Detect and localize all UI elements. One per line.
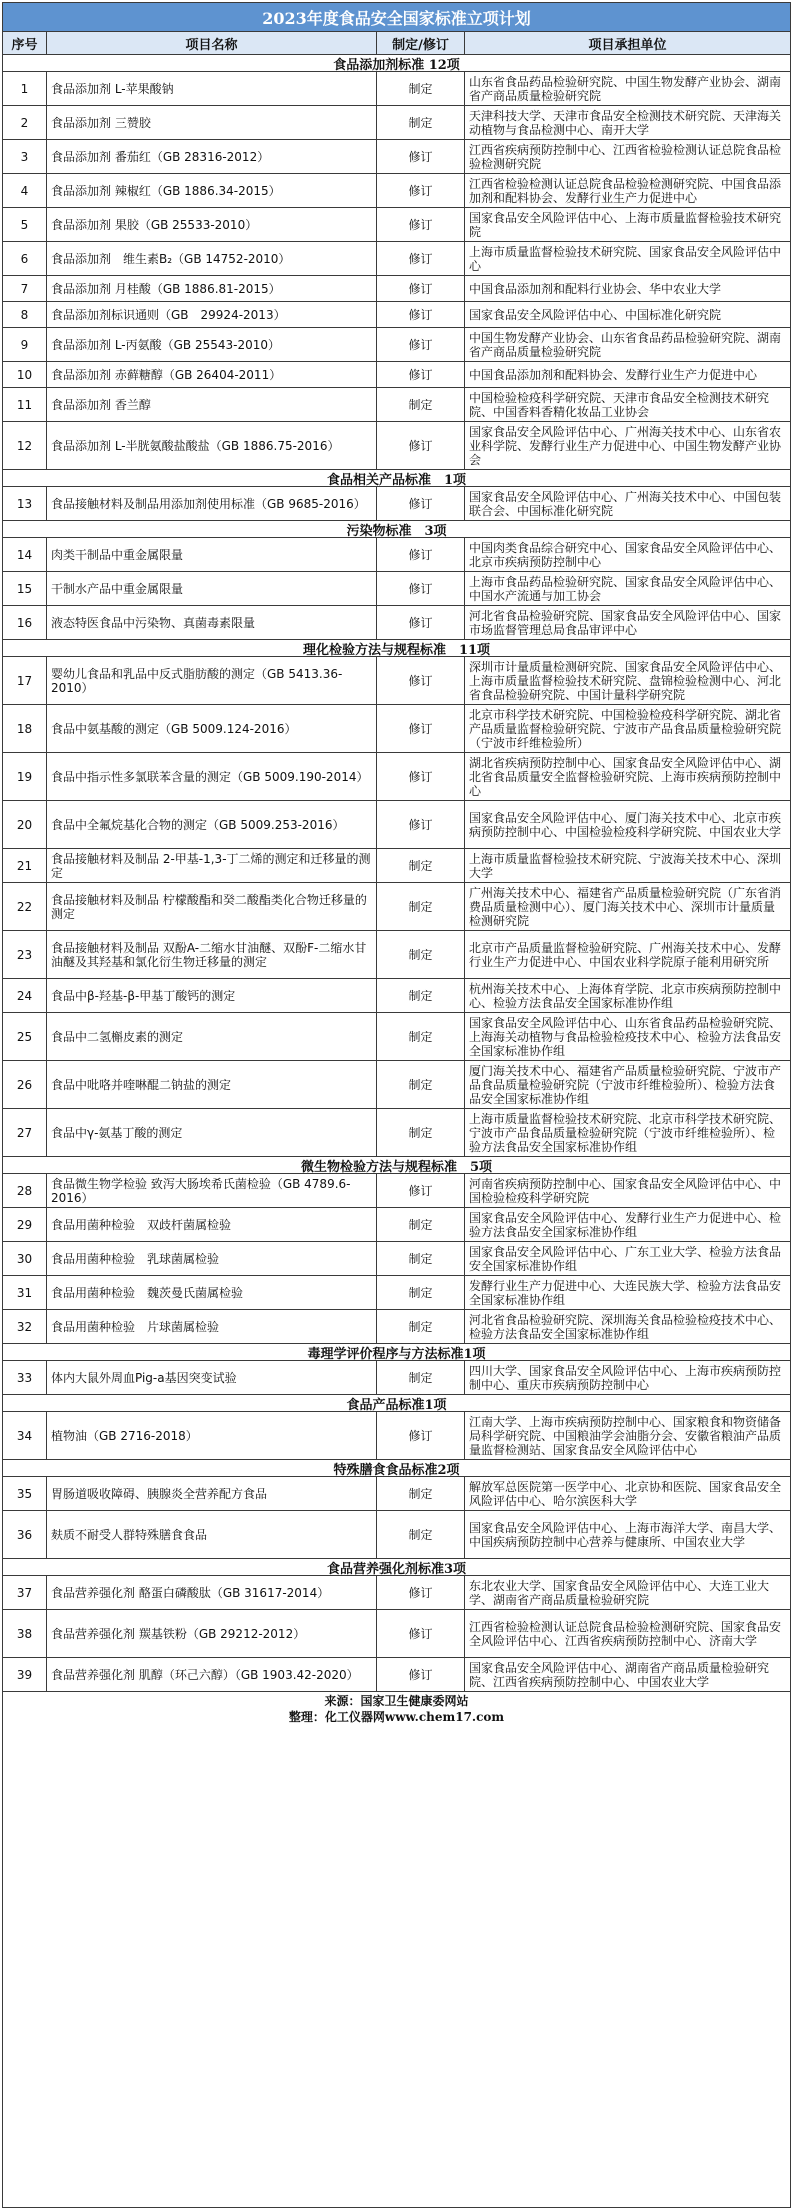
undertaking-units: 国家食品安全风险评估中心、广东工业大学、检验方法食品安全国家标准协作组 — [469, 1244, 782, 1273]
project-name: 食品添加剂 果胶（GB 25533-2010） — [47, 208, 377, 241]
row-number: 6 — [3, 242, 47, 275]
undertaking-units: 解放军总医院第一医学中心、北京协和医院、国家食品安全风险评估中心、哈尔滨医科大学 — [469, 1479, 782, 1508]
undertaking-units: 发酵行业生产力促进中心、大连民族大学、检验方法食品安全国家标准协作组 — [469, 1278, 782, 1307]
project-name: 肉类干制品中重金属限量 — [47, 538, 377, 571]
project-name: 麸质不耐受人群特殊膳食食品 — [47, 1511, 377, 1558]
undertaking-units: 北京市科学技术研究院、中国检验检疫科学研究院、湖北省产品质量监督检验研究院、宁波市产品食品质量检验研究院（宁波市纤维检验所） — [469, 707, 782, 750]
undertaking-units: 中国肉类食品综合研究中心、国家食品安全风险评估中心、北京市疾病预防控制中心 — [469, 540, 782, 569]
undertaking-units: 国家食品安全风险评估中心、上海市海洋大学、南昌大学、中国疾病预防控制中心营养与健康所、中国农业大学 — [469, 1520, 782, 1549]
project-name: 干制水产品中重金属限量 — [47, 572, 377, 605]
revision-type: 制定 — [377, 1477, 465, 1510]
revision-type: 制定 — [377, 1061, 465, 1108]
table-row — [3, 487, 790, 521]
revision-type: 修订 — [377, 174, 465, 207]
revision-type: 制定 — [377, 1511, 465, 1558]
revision-type: 修订 — [377, 1610, 465, 1657]
section-heading: 食品相关产品标准 1项 — [3, 470, 790, 487]
revision-type: 制定 — [377, 1310, 465, 1343]
project-name: 食品中γ-氨基丁酸的测定 — [47, 1109, 377, 1156]
project-name: 植物油（GB 2716-2018） — [47, 1412, 377, 1459]
undertaking-units: 上海市质量监督检验技术研究院、国家食品安全风险评估中心 — [469, 244, 782, 273]
table-row — [3, 1061, 790, 1109]
project-name: 食品营养强化剂 肌醇（环己六醇）（GB 1903.42-2020） — [47, 1658, 377, 1691]
row-number: 2 — [3, 106, 47, 139]
undertaking-units: 湖北省疾病预防控制中心、国家食品安全风险评估中心、湖北省食品质量安全监督检验研究院、上海市疾病预防控制中心 — [469, 755, 782, 798]
project-name: 食品营养强化剂 酪蛋白磷酸肽（GB 31617-2014） — [47, 1576, 377, 1609]
header-org: 项目承担单位 — [588, 37, 667, 53]
table-row — [3, 753, 790, 801]
project-name: 食品添加剂 L-丙氨酸（GB 25543-2010） — [47, 328, 377, 361]
row-number: 19 — [3, 753, 47, 800]
revision-type: 修订 — [377, 1658, 465, 1691]
row-number: 31 — [3, 1276, 47, 1309]
undertaking-units: 江南大学、上海市疾病预防控制中心、国家粮食和物资储备局科学研究院、中国粮油学会油脂分会、安徽省粮油产品质量监督检测站、国家食品安全风险评估中心 — [469, 1414, 782, 1457]
section-heading: 毒理学评价程序与方法标准1项 — [3, 1344, 790, 1361]
section-heading: 食品添加剂标准 12项 — [3, 55, 790, 72]
project-name: 食品中β-羟基-β-甲基丁酸钙的测定 — [47, 979, 377, 1012]
project-name: 食品添加剂 月桂酸（GB 1886.81-2015） — [47, 276, 377, 301]
table-row — [3, 422, 790, 470]
undertaking-units: 国家食品安全风险评估中心、山东省食品药品检验研究院、上海海关动植物与食品检验检疫技术中心、检验方法食品安全国家标准协作组 — [469, 1015, 782, 1058]
row-number: 20 — [3, 801, 47, 848]
undertaking-units: 国家食品安全风险评估中心、发酵行业生产力促进中心、检验方法食品安全国家标准协作组 — [469, 1210, 782, 1239]
table-row — [3, 106, 790, 140]
project-name: 食品添加剂 L-苹果酸钠 — [47, 72, 377, 105]
project-name: 胃肠道吸收障碍、胰腺炎全营养配方食品 — [47, 1477, 377, 1510]
header-name: 项目名称 — [47, 32, 377, 54]
row-number: 4 — [3, 174, 47, 207]
project-name: 食品营养强化剂 羰基铁粉（GB 29212-2012） — [47, 1610, 377, 1657]
revision-type: 修订 — [377, 801, 465, 848]
project-name: 食品接触材料及制品用添加剂使用标准（GB 9685-2016） — [47, 487, 377, 520]
table-row — [3, 388, 790, 422]
project-name: 食品接触材料及制品 柠檬酸酯和癸二酸酯类化合物迁移量的测定 — [47, 883, 377, 930]
revision-type: 修订 — [377, 276, 465, 301]
project-name: 食品添加剂 三赞胶 — [47, 106, 377, 139]
header-no: 序号 — [3, 32, 47, 54]
revision-type: 修订 — [377, 538, 465, 571]
table-row — [3, 606, 790, 640]
row-number: 34 — [3, 1412, 47, 1459]
undertaking-units: 杭州海关技术中心、上海体育学院、北京市疾病预防控制中心、检验方法食品安全国家标准协作组 — [469, 981, 782, 1010]
table-row — [3, 1477, 790, 1511]
table-row — [3, 1208, 790, 1242]
row-number: 3 — [3, 140, 47, 173]
revision-type: 制定 — [377, 388, 465, 421]
revision-type: 制定 — [377, 931, 465, 978]
footer-source: 来源：国家卫生健康委网站 — [324, 1693, 469, 1708]
project-name: 食品中二氢槲皮素的测定 — [47, 1013, 377, 1060]
row-number: 14 — [3, 538, 47, 571]
table-row — [3, 572, 790, 606]
undertaking-units: 河南省疾病预防控制中心、国家食品安全风险评估中心、中国检验检疫科学研究院 — [469, 1176, 782, 1205]
project-name: 食品添加剂 香兰醇 — [47, 388, 377, 421]
table-row — [3, 883, 790, 931]
revision-type: 修订 — [377, 657, 465, 704]
row-number: 26 — [3, 1061, 47, 1108]
row-number: 33 — [3, 1361, 47, 1394]
undertaking-units: 北京市产品质量监督检验研究院、广州海关技术中心、发酵行业生产力促进中心、中国农业科学院原子能利用研究所 — [469, 940, 782, 969]
table-row — [3, 538, 790, 572]
table-row — [3, 362, 790, 388]
row-number: 30 — [3, 1242, 47, 1275]
revision-type: 修订 — [377, 362, 465, 387]
revision-type: 修订 — [377, 328, 465, 361]
undertaking-units: 厦门海关技术中心、福建省产品质量检验研究院、宁波市产品食品质量检验研究院（宁波市纤维检验所）、检验方法食品安全国家标准协作组 — [469, 1063, 782, 1106]
table-row — [3, 140, 790, 174]
project-name: 食品中指示性多氯联苯含量的测定（GB 5009.190-2014） — [47, 753, 377, 800]
table-row — [3, 705, 790, 753]
project-name: 食品用菌种检验 乳球菌属检验 — [47, 1242, 377, 1275]
table-row — [3, 1576, 790, 1610]
revision-type: 修订 — [377, 1174, 465, 1207]
standards-table — [2, 2, 791, 2208]
project-name: 食品添加剂 维生素B₂（GB 14752-2010） — [47, 242, 377, 275]
section-heading: 微生物检验方法与规程标准 5项 — [3, 1157, 790, 1174]
project-name: 食品接触材料及制品 双酚A-二缩水甘油醚、双酚F-二缩水甘油醚及其羟基和氯化衍生物迁移量的测定 — [47, 931, 377, 978]
row-number: 5 — [3, 208, 47, 241]
table-row — [3, 801, 790, 849]
row-number: 8 — [3, 302, 47, 327]
revision-type: 制定 — [377, 1361, 465, 1394]
undertaking-units: 国家食品安全风险评估中心、广州海关技术中心、中国包装联合会、中国标准化研究院 — [469, 489, 782, 518]
undertaking-units: 中国检验检疫科学研究院、天津市食品安全检测技术研究院、中国香料香精化妆品工业协会 — [469, 390, 770, 419]
table-row — [3, 1610, 790, 1658]
undertaking-units: 国家食品安全风险评估中心、湖南省产商品质量检验研究院、江西省疾病预防控制中心、中国农业大学 — [469, 1660, 770, 1689]
project-name: 食品接触材料及制品 2-甲基-1,3-丁二烯的测定和迁移量的测定 — [47, 849, 377, 882]
undertaking-units: 四川大学、国家食品安全风险评估中心、上海市疾病预防控制中心、重庆市疾病预防控制中心 — [469, 1363, 782, 1392]
row-number: 24 — [3, 979, 47, 1012]
section-heading: 食品产品标准1项 — [3, 1395, 790, 1412]
page-title: 2023年度食品安全国家标准立项计划 — [3, 3, 790, 32]
revision-type: 制定 — [377, 1208, 465, 1241]
header-type: 制定/修订 — [377, 32, 465, 54]
table-row — [3, 849, 790, 883]
row-number: 17 — [3, 657, 47, 704]
row-number: 29 — [3, 1208, 47, 1241]
table-row — [3, 931, 790, 979]
undertaking-units: 江西省检验检测认证总院食品检验检测研究院、中国食品添加剂和配料协会、发酵行业生产力促进中心 — [469, 176, 782, 205]
table-row — [3, 1109, 790, 1157]
undertaking-units: 山东省食品药品检验研究院、中国生物发酵产业协会、湖南省产商品质量检验研究院 — [469, 74, 782, 103]
table-row — [3, 242, 790, 276]
revision-type: 制定 — [377, 979, 465, 1012]
project-name: 食品中吡咯并喹啉醌二钠盐的测定 — [47, 1061, 377, 1108]
revision-type: 修订 — [377, 242, 465, 275]
undertaking-units: 国家食品安全风险评估中心、上海市质量监督检验技术研究院 — [469, 210, 782, 239]
project-name: 液态特医食品中污染物、真菌毒素限量 — [47, 606, 377, 639]
revision-type: 制定 — [377, 1276, 465, 1309]
row-number: 36 — [3, 1511, 47, 1558]
row-number: 22 — [3, 883, 47, 930]
undertaking-units: 上海市质量监督检验技术研究院、宁波海关技术中心、深圳大学 — [469, 851, 782, 880]
project-name: 食品添加剂 赤藓糖醇（GB 26404-2011） — [47, 362, 377, 387]
undertaking-units: 国家食品安全风险评估中心、广州海关技术中心、山东省农业科学院、发酵行业生产力促进中心、中国生物发酵产业协会 — [469, 424, 782, 467]
section-heading: 食品营养强化剂标准3项 — [3, 1559, 790, 1576]
revision-type: 修订 — [377, 487, 465, 520]
revision-type: 修订 — [377, 606, 465, 639]
section-heading: 特殊膳食食品标准2项 — [3, 1460, 790, 1477]
table-row — [3, 1174, 790, 1208]
row-number: 15 — [3, 572, 47, 605]
revision-type: 制定 — [377, 849, 465, 882]
row-number: 12 — [3, 422, 47, 469]
table-row — [3, 657, 790, 705]
project-name: 食品用菌种检验 片球菌属检验 — [47, 1310, 377, 1343]
table-row — [3, 1511, 790, 1559]
revision-type: 修订 — [377, 1412, 465, 1459]
project-name: 食品中全氟烷基化合物的测定（GB 5009.253-2016） — [47, 801, 377, 848]
table-row — [3, 328, 790, 362]
revision-type: 修订 — [377, 753, 465, 800]
row-number: 28 — [3, 1174, 47, 1207]
table-row — [3, 1361, 790, 1395]
row-number: 23 — [3, 931, 47, 978]
project-name: 食品微生物学检验 致泻大肠埃希氏菌检验（GB 4789.6-2016） — [47, 1174, 377, 1207]
project-name: 婴幼儿食品和乳品中反式脂肪酸的测定（GB 5413.36-2010） — [47, 657, 377, 704]
row-number: 18 — [3, 705, 47, 752]
revision-type: 制定 — [377, 1242, 465, 1275]
undertaking-units: 河北省食品检验研究院、国家食品安全风险评估中心、国家市场监督管理总局食品审评中心 — [469, 608, 782, 637]
row-number: 7 — [3, 276, 47, 301]
undertaking-units: 上海市食品药品检验研究院、国家食品安全风险评估中心、中国水产流通与加工协会 — [469, 574, 782, 603]
table-row — [3, 979, 790, 1013]
revision-type: 制定 — [377, 106, 465, 139]
table-row — [3, 1412, 790, 1460]
undertaking-units: 广州海关技术中心、福建省产品质量检验研究院（广东省消费品质量检测中心）、厦门海关技术中心、深圳市计量质量检测研究院 — [469, 885, 782, 928]
undertaking-units: 东北农业大学、国家食品安全风险评估中心、大连工业大学、湖南省产商品质量检验研究院 — [469, 1578, 770, 1607]
table-row — [3, 1242, 790, 1276]
undertaking-units: 江西省疾病预防控制中心、江西省检验检测认证总院食品检验检测研究院 — [469, 142, 782, 171]
row-number: 11 — [3, 388, 47, 421]
project-name: 食品中氨基酸的测定（GB 5009.124-2016） — [47, 705, 377, 752]
undertaking-units: 中国食品添加剂和配料行业协会、华中农业大学 — [469, 281, 722, 296]
row-number: 21 — [3, 849, 47, 882]
project-name: 体内大鼠外周血Pig-a基因突变试验 — [47, 1361, 377, 1394]
undertaking-units: 中国食品添加剂和配料协会、发酵行业生产力促进中心 — [469, 367, 758, 382]
revision-type: 制定 — [377, 883, 465, 930]
undertaking-units: 国家食品安全风险评估中心、中国标准化研究院 — [469, 307, 722, 322]
undertaking-units: 河北省食品检验研究院、深圳海关食品检验检疫技术中心、检验方法食品安全国家标准协作组 — [469, 1312, 782, 1341]
project-name: 食品用菌种检验 双歧杆菌属检验 — [47, 1208, 377, 1241]
table-row — [3, 1658, 790, 1692]
row-number: 39 — [3, 1658, 47, 1691]
undertaking-units: 江西省检验检测认证总院食品检验检测研究院、国家食品安全风险评估中心、江西省疾病预防控制中心、济南大学 — [469, 1619, 782, 1648]
row-number: 27 — [3, 1109, 47, 1156]
revision-type: 修订 — [377, 208, 465, 241]
project-name: 食品用菌种检验 魏茨曼氏菌属检验 — [47, 1276, 377, 1309]
section-heading: 污染物标准 3项 — [3, 521, 790, 538]
revision-type: 制定 — [377, 1109, 465, 1156]
project-name: 食品添加剂 辣椒红（GB 1886.34-2015） — [47, 174, 377, 207]
row-number: 37 — [3, 1576, 47, 1609]
project-name: 食品添加剂标识通则（GB 29924-2013） — [47, 302, 377, 327]
table-row — [3, 174, 790, 208]
revision-type: 制定 — [377, 72, 465, 105]
revision-type: 修订 — [377, 572, 465, 605]
revision-type: 修订 — [377, 302, 465, 327]
table-row — [3, 276, 790, 302]
table-row — [3, 1013, 790, 1061]
revision-type: 修订 — [377, 1576, 465, 1609]
table-header — [3, 32, 790, 55]
table-row — [3, 72, 790, 106]
project-name: 食品添加剂 番茄红（GB 28316-2012） — [47, 140, 377, 173]
footer-compiled: 整理：化工仪器网www.chem17.com — [288, 1709, 505, 1724]
row-number: 38 — [3, 1610, 47, 1657]
row-number: 13 — [3, 487, 47, 520]
revision-type: 制定 — [377, 1013, 465, 1060]
row-number: 35 — [3, 1477, 47, 1510]
undertaking-units: 中国生物发酵产业协会、山东省食品药品检验研究院、湖南省产商品质量检验研究院 — [469, 330, 782, 359]
undertaking-units: 深圳市计量质量检测研究院、国家食品安全风险评估中心、上海市质量监督检验技术研究院、盘锦检验检测中心、河北省食品检验研究院、中国计量科学研究院 — [469, 659, 782, 702]
table-row — [3, 1276, 790, 1310]
table-row — [3, 302, 790, 328]
undertaking-units: 国家食品安全风险评估中心、厦门海关技术中心、北京市疾病预防控制中心、中国检验检疫科学研究院、中国农业大学 — [469, 810, 782, 839]
row-number: 16 — [3, 606, 47, 639]
row-number: 9 — [3, 328, 47, 361]
undertaking-units: 上海市质量监督检验技术研究院、北京市科学技术研究院、宁波市产品食品质量检验研究院（宁波市纤维检验所）、检验方法食品安全国家标准协作组 — [469, 1111, 782, 1154]
table-row — [3, 208, 790, 242]
row-number: 25 — [3, 1013, 47, 1060]
undertaking-units: 天津科技大学、天津市食品安全检测技术研究院、天津海关动植物与食品检测中心、南开大学 — [469, 108, 782, 137]
row-number: 1 — [3, 72, 47, 105]
revision-type: 修订 — [377, 422, 465, 469]
table-row — [3, 1310, 790, 1344]
revision-type: 修订 — [377, 705, 465, 752]
row-number: 32 — [3, 1310, 47, 1343]
row-number: 10 — [3, 362, 47, 387]
section-heading: 理化检验方法与规程标准 11项 — [3, 640, 790, 657]
revision-type: 修订 — [377, 140, 465, 173]
project-name: 食品添加剂 L-半胱氨酸盐酸盐（GB 1886.75-2016） — [47, 422, 377, 469]
